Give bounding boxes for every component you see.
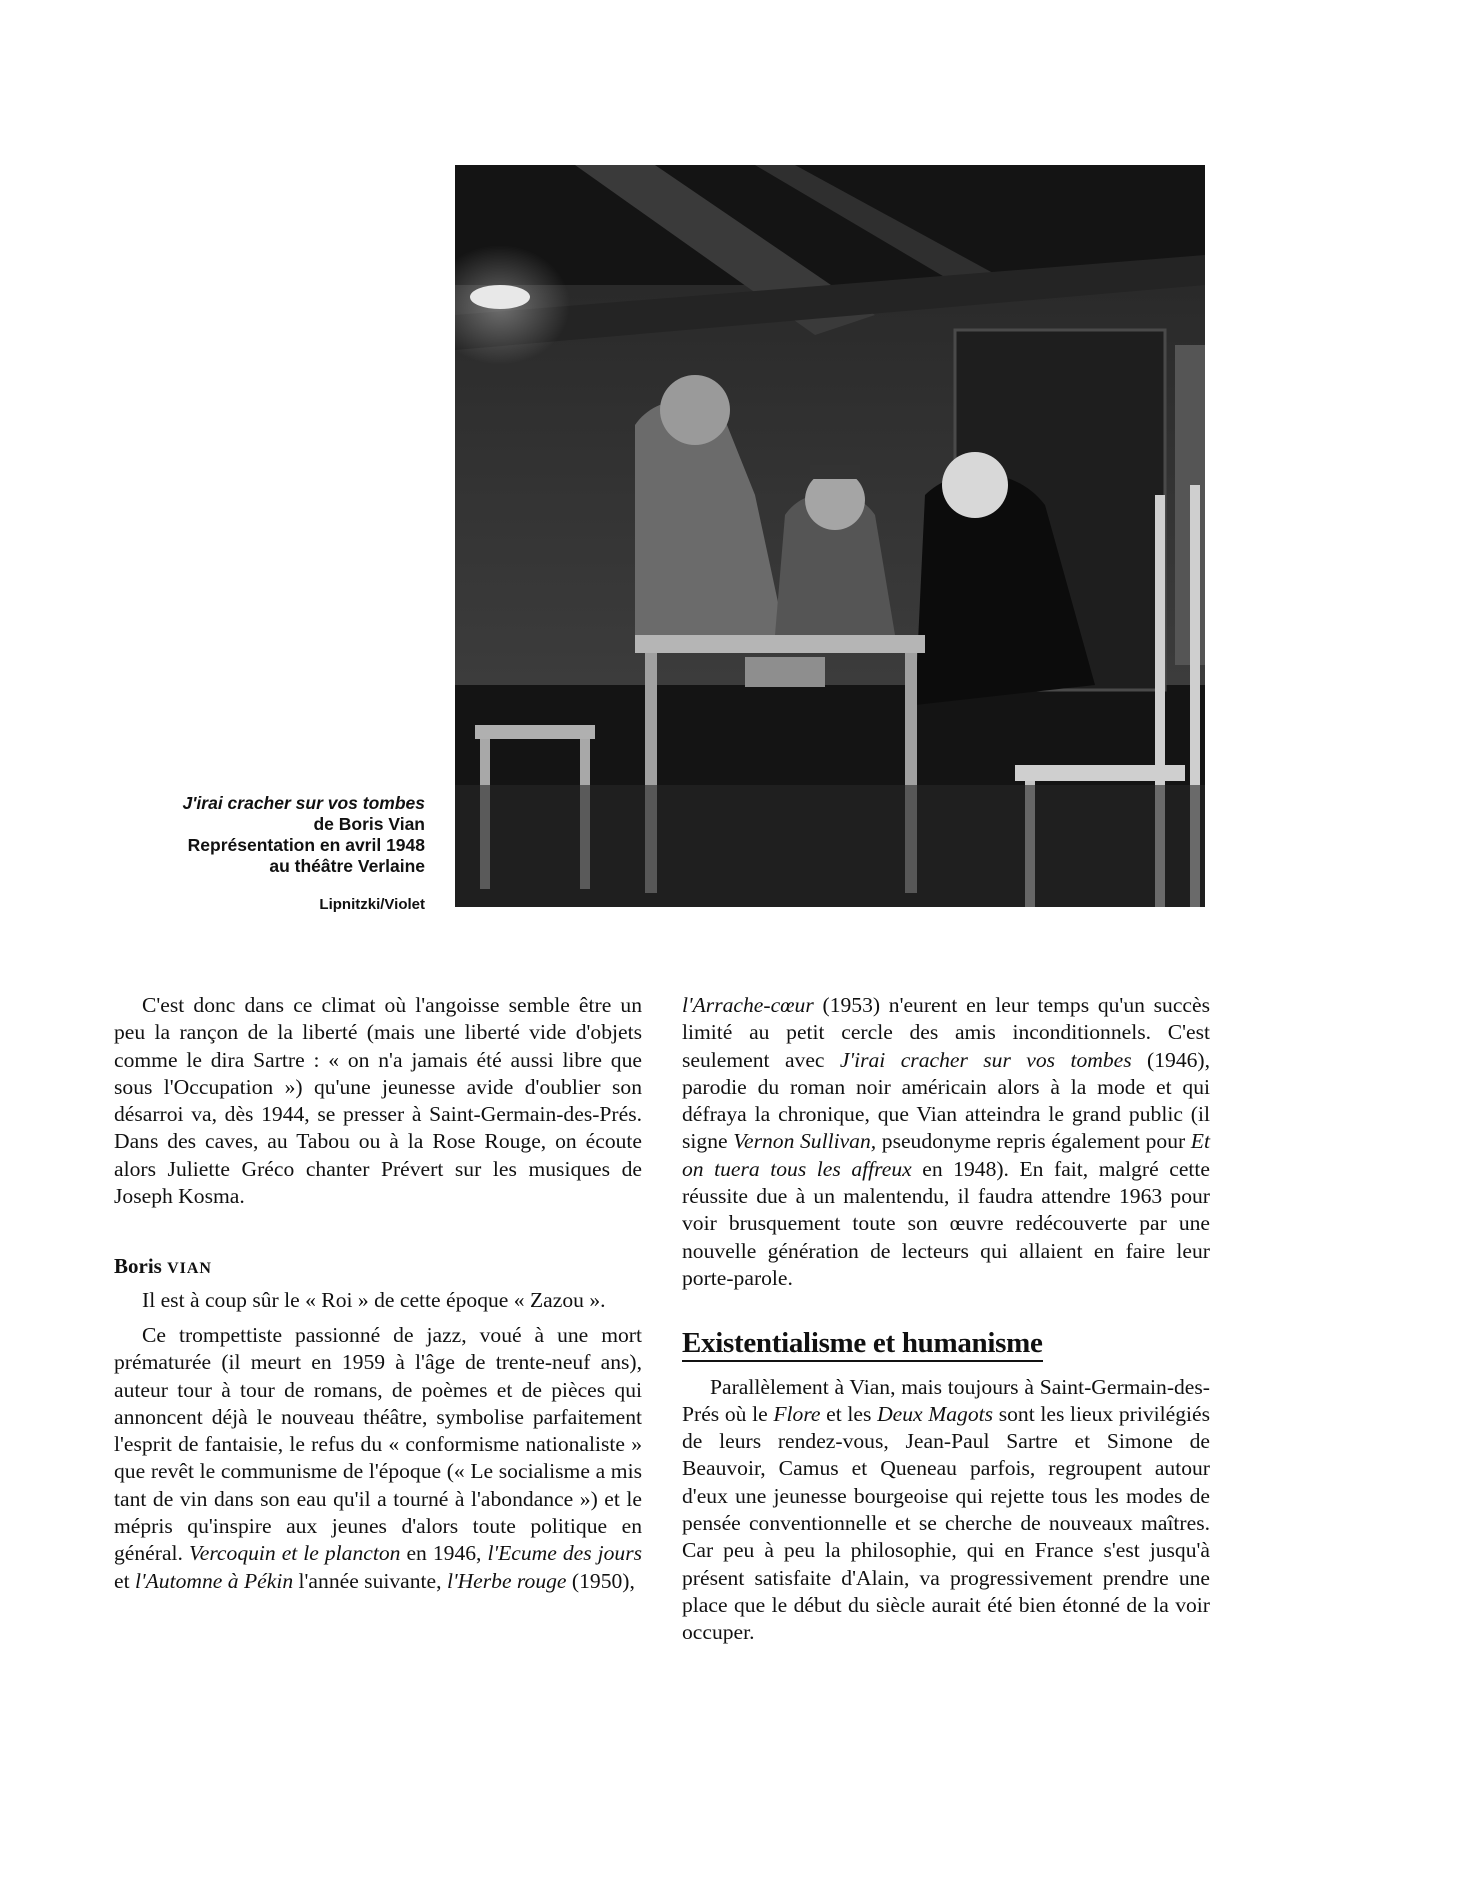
caption-author: de Boris Vian xyxy=(313,814,425,834)
photo-credit: Lipnitzki/Violet xyxy=(319,896,425,913)
subheading-first-name: Boris xyxy=(114,1254,162,1279)
work-title-affreux: Et on tuera tous les affreux xyxy=(682,1129,1210,1181)
section-title-existentialisme: Existentialisme et humanisme xyxy=(682,1330,1043,1361)
boris-vian-subheading xyxy=(114,1253,642,1282)
cont-text-c: pseudonyme repris également pour xyxy=(881,1129,1186,1154)
cont-text-d: en 1948). En fait, malgré cette réussite due à un malentendu, il faudra attendre 1963 pour voir brusquement toute son œuvre redécouverte par une nouvelle génération de lecteurs qui allaient en faire leur porte-parole. xyxy=(682,1156,1210,1290)
bio-text-d: l'année suivante, xyxy=(298,1568,442,1593)
work-title-automne: l'Automne à Pékin xyxy=(135,1568,294,1593)
place-flore: Flore xyxy=(773,1401,821,1426)
photo-caption xyxy=(100,793,425,877)
caption-venue: au théâtre Verlaine xyxy=(269,856,425,876)
subheading-last-name: VIAN xyxy=(167,1260,212,1278)
bio-text-b: en 1946, xyxy=(406,1541,482,1566)
left-column xyxy=(114,992,642,1595)
existentialism-paragraph xyxy=(682,1374,1210,1647)
bio-text-e: (1950), xyxy=(571,1568,635,1593)
exist-text-c: sont les lieux privilégiés de leurs rendez-vous, Jean-Paul Sartre et Simone de Beauvoir, Camus et Queneau parfois, regroupent autour d'eux une jeunesse bourgeoise qui rejette tous les modes de pensée conventionnelle et se cherche de nouveaux maîtres. Car peu à peu la philosophie, qui en France s'est jusqu'à présent satisfaite d'Alain, va progressivement prendre une place que le début du siècle aurait été bien étonné de la voir occuper. xyxy=(682,1401,1210,1645)
caption-performance: Représentation en avril 1948 xyxy=(187,835,425,855)
exist-text-a: Parallèlement à Vian, mais toujours à Saint-Germain-des-Prés où le xyxy=(682,1374,1210,1426)
stage-photograph xyxy=(455,165,1205,907)
cont-text-b: (1946), parodie du roman noir américain alors à la mode et qui défraya la chronique, que Vian atteindra le grand public (il signe xyxy=(682,1047,1210,1154)
vian-continuation-paragraph xyxy=(682,992,1210,1292)
work-title-arrache-coeur: l'Arrache-cœur xyxy=(682,993,814,1017)
roi-paragraph: Il est à coup sûr le « Roi » de cette époque « Zazou ». xyxy=(142,1287,606,1312)
bio-text-c: et xyxy=(114,1568,130,1593)
vian-biography-paragraph xyxy=(114,1322,642,1595)
caption-title: J'irai cracher sur vos tombes xyxy=(182,793,425,813)
right-column xyxy=(682,992,1210,1647)
work-title-vercoquin: Vercoquin et le plancton xyxy=(188,1541,401,1566)
bio-text-a: Ce trompettiste passionné de jazz, voué à une mort prématurée (il meurt en 1959 à l'âge de trente-neuf ans), auteur tour à tour de romans, de poèmes et de pièces qui annoncent déjà le nouveau théâtre, symbolise parfaitement l'esprit de fantaisie, le refus du « conformisme nationaliste » que revêt le communisme de l'époque (« Le socialisme a mis tant de vin dans son eau qu'il a tourné à l'abondance ») et le mépris qu'inspire aux jeunes d'alors toute politique en général. xyxy=(114,1322,642,1566)
work-title-jirai-cracher: J'irai cracher sur vos tombes xyxy=(839,1047,1132,1072)
place-deux-magots: Deux Magots xyxy=(877,1401,994,1426)
work-title-ecume: l'Ecume des jours xyxy=(487,1541,643,1566)
pseudonym-vernon-sullivan: Vernon Sullivan, xyxy=(733,1129,877,1154)
exist-text-b: et les xyxy=(826,1401,872,1426)
work-title-herbe: l'Herbe rouge xyxy=(446,1568,567,1593)
intro-paragraph: C'est donc dans ce climat où l'angoisse semble être un peu la rançon de la liberté (mais une liberté vide d'objets comme le dira Sartre : « on n'a jamais été aussi libre que sous l'Occupation ») qu'une jeunesse avide d'oublier son désarroi va, dès 1944, se presser à Saint-Germain-des-Prés. Dans des caves, au Tabou ou à la Rose Rouge, on écoute alors Juliette Gréco chanter Prévert sur les musiques de Joseph Kosma. xyxy=(114,993,642,1209)
cont-text-a: (1953) n'eurent en leur temps qu'un succès limité au petit cercle des amis inconditionnels. C'est seulement avec xyxy=(682,993,1210,1072)
